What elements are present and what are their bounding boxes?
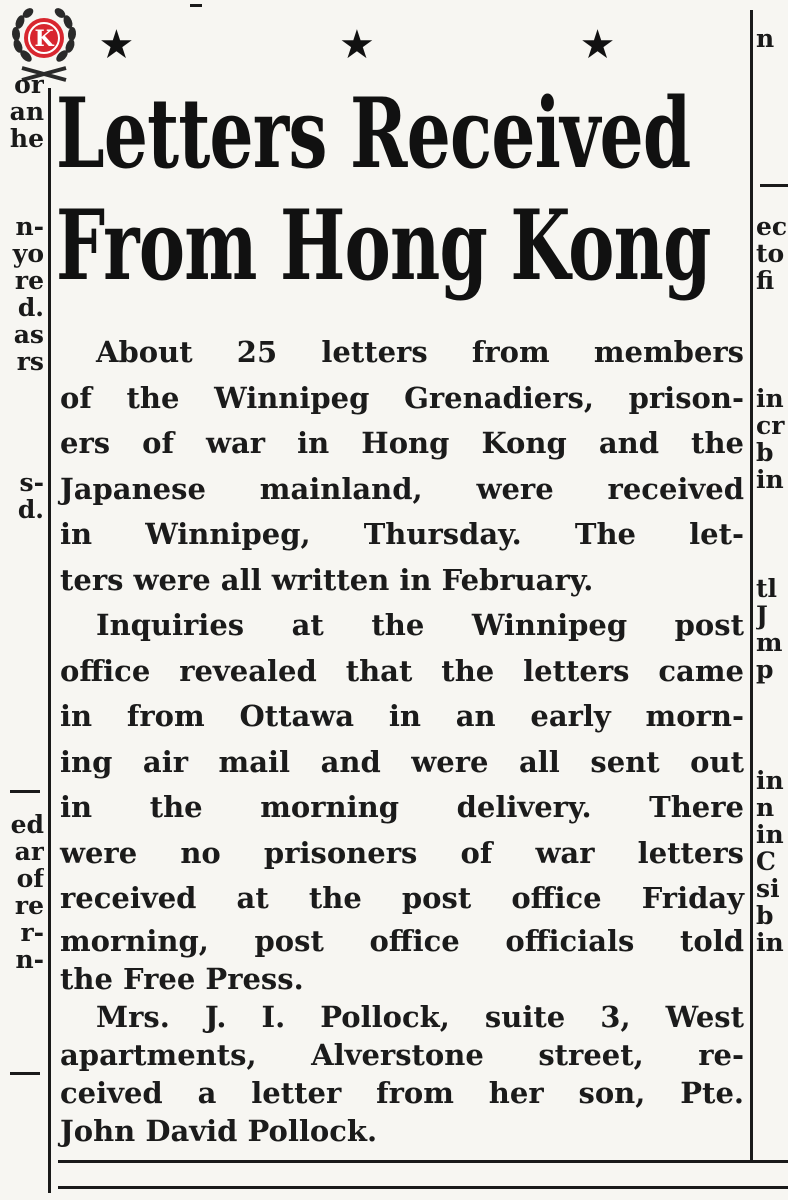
article-line: Mrs. J. I. Pollock, suite 3, West [96,999,744,1034]
fragment: or [14,72,44,99]
article-line: Inquiries at the Winnipeg post [96,608,744,642]
left-dash-1 [10,790,40,793]
right-column-fragments-1 [756,26,788,53]
article-body [60,330,744,1150]
fragment: of [16,864,44,893]
fragment: r- [20,918,44,947]
fragment: in [756,768,784,795]
fragment: n [756,26,775,53]
article-line: the Free Press. [60,961,304,996]
fragment: tl [756,576,778,603]
fragment: s- [19,470,44,497]
article-line: in from Ottawa in an early morn- [60,699,744,733]
fragment: n [756,793,775,822]
fragment: ar [14,837,44,866]
article-line: morning, post office officials told [60,923,744,958]
article-line: received at the post office Friday [60,881,744,915]
fragment: re [14,266,44,295]
fragment: p [756,655,774,684]
headline-line-2: From Hong Kong [56,189,711,302]
fragment: in [756,928,784,957]
fragment: cr [756,411,785,440]
fragment: ec [756,214,788,241]
right-dash-1 [760,184,788,187]
fragment: as [13,320,44,349]
left-column-fragments-2 [0,214,44,376]
logo-letter: K [34,26,54,52]
fragment: d. [17,293,44,322]
star-dingbats: ★ ★ ★ [98,22,712,68]
fragment: an [9,97,44,126]
fragment: fi [756,266,775,295]
fragment: re [14,891,44,920]
column-rule-right [750,10,753,1160]
article-line: John David Pollock. [60,1113,378,1148]
headline-line-1: Letters Received [56,77,691,190]
fragment: d. [17,495,44,524]
fragment: J [756,601,768,630]
right-column-fragments-2 [756,214,788,295]
headline [56,77,711,302]
bottom-rule [58,1160,788,1163]
article-line: About 25 letters from members [96,335,744,369]
fragment: in [756,820,784,849]
left-column-fragments-1 [0,72,44,153]
right-column-fragments-4 [756,576,788,684]
right-column-fragments-3 [756,386,788,494]
bottom-rule-2 [58,1186,788,1189]
fragment: rs [16,347,44,376]
fragment: m [756,628,783,657]
column-rule-left [48,88,51,1193]
article-line: ers of war in Hong Kong and the [60,426,744,460]
fragment: yo [12,239,44,268]
article-line: ing air mail and were all sent out [60,744,744,779]
article-line: ters were all written in February. [60,562,594,597]
fragment: to [756,239,785,268]
left-column-fragments-3 [0,470,44,524]
fragment: in [756,386,784,413]
article-line: in the morning delivery. There [60,790,744,824]
article-line: ceived a letter from her son, Pte. [60,1075,744,1110]
fragment: n- [15,945,44,974]
article-line: apartments, Alverstone street, re- [60,1037,744,1072]
article-line: of the Winnipeg Grenadiers, prison- [60,380,744,415]
fragment: b [756,438,774,467]
top-rule-dashes [190,4,202,7]
fragment: b [756,901,774,930]
article-line: in Winnipeg, Thursday. The let- [60,517,744,551]
article-line: office revealed that the letters came [60,653,744,688]
fragment: ed [10,812,44,839]
article-line: Japanese mainland, were received [60,471,744,506]
left-dash-2 [10,1072,40,1075]
right-column-fragments-5 [756,768,788,957]
fragment: si [756,874,780,903]
fragment: C [756,847,776,876]
left-column-fragments-4 [0,812,44,974]
fragment: in [756,465,784,494]
fragment: n- [15,214,44,241]
article-line: were no prisoners of war letters [60,835,744,870]
fragment: he [9,124,44,153]
